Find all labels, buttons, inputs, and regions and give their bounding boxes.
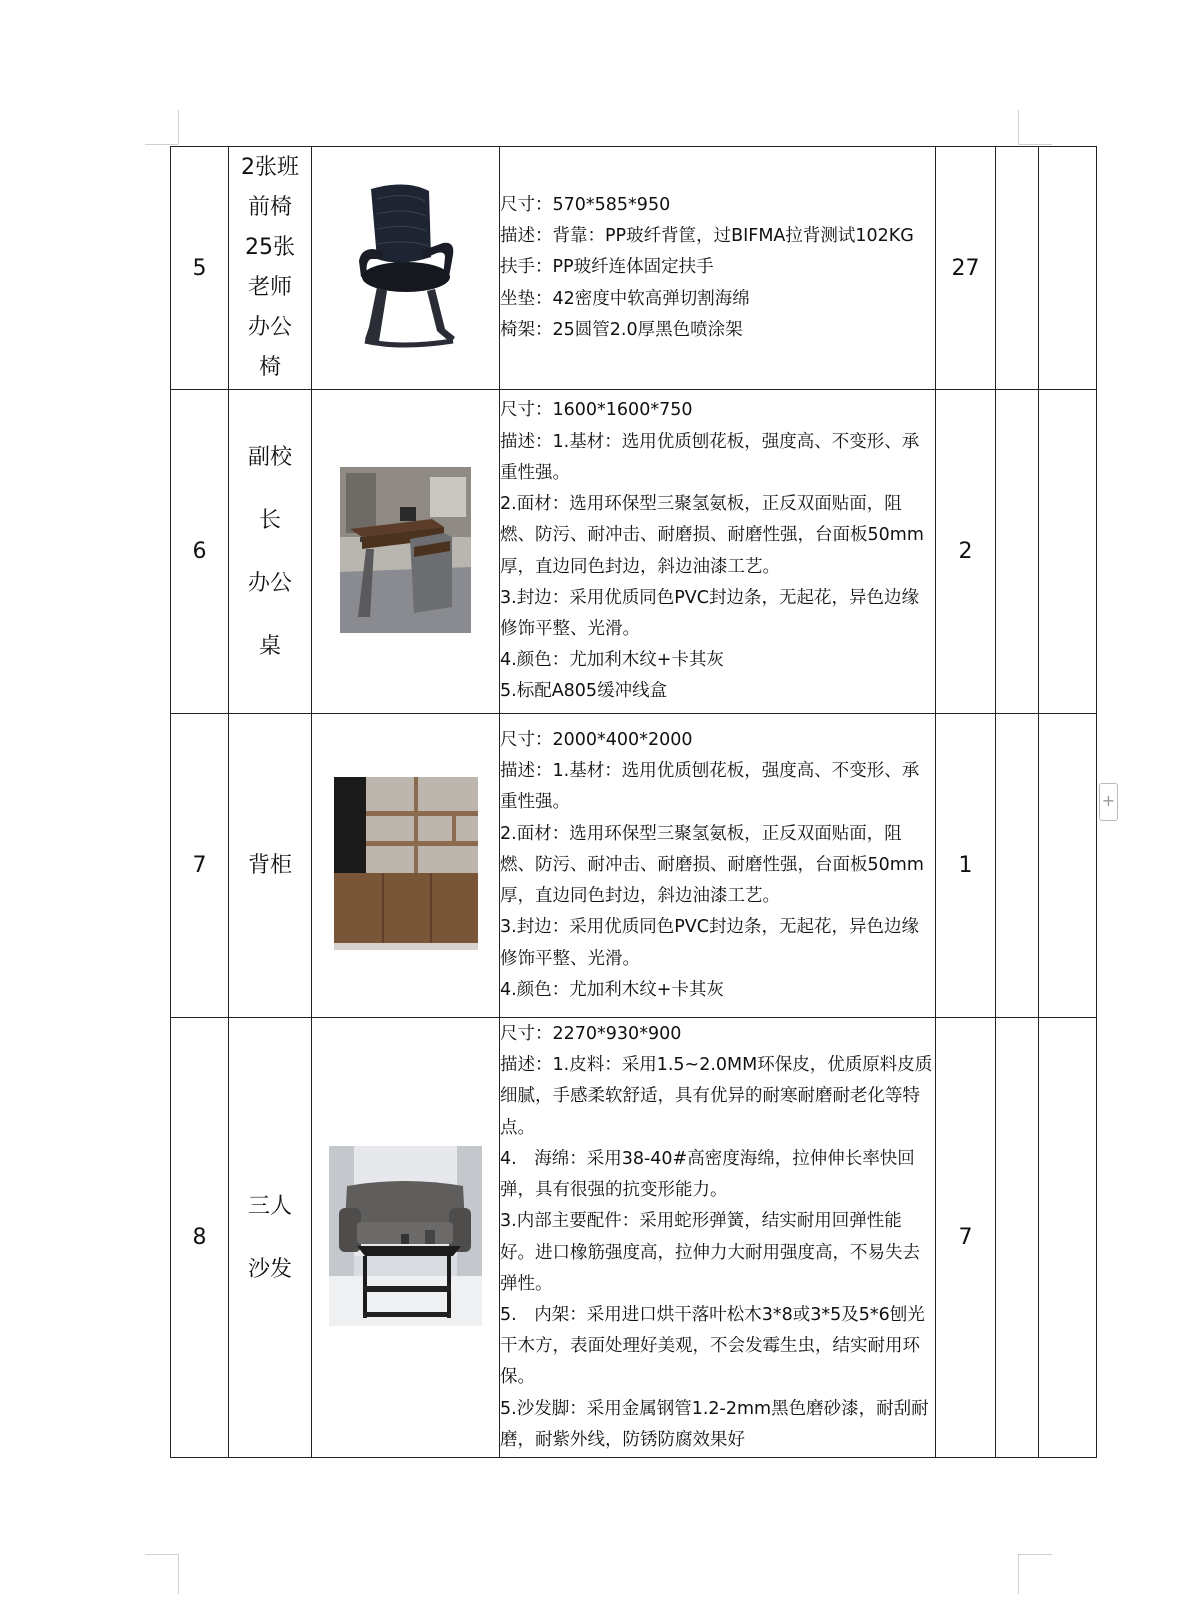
item-name-line: 椅	[258, 355, 281, 380]
item-description	[500, 1018, 936, 1458]
item-image-cell	[312, 390, 500, 714]
desc-line: 椅架：25圆管2.0厚黑色喷涂架	[500, 319, 743, 340]
mesh-chair-image	[351, 179, 461, 354]
crop-mark	[178, 1554, 179, 1594]
desc-line: 5.沙发脚：采用金属钢管1.2-2mm黑色磨砂漆，耐刮耐磨，耐紫外线，防锈防腐效果好	[500, 1398, 929, 1450]
item-name	[229, 147, 312, 390]
desc-line: 尺寸：2000*400*2000	[500, 730, 693, 751]
item-name-line: 背柜	[247, 852, 292, 878]
desc-line: 坐垫：42密度中软高弹切割海绵	[500, 288, 750, 309]
table-row	[171, 1018, 1097, 1458]
crop-mark	[1018, 144, 1052, 145]
desc-line: 2.面材：选用环保型三聚氢氨板，正反双面贴面，阻燃、防污、耐冲击、耐磨损、耐磨性强，台面板50mm厚，直边同色封边，斜边油漆工艺。	[500, 823, 924, 907]
crop-mark	[1018, 1554, 1052, 1555]
desc-line: 描述：背靠：PP玻纤背筐，过BIFMA拉背测试102KG	[500, 226, 914, 247]
back-cabinet-image	[334, 777, 478, 950]
product-spec-table	[170, 146, 1097, 1458]
crop-mark	[178, 110, 179, 144]
item-description	[500, 390, 936, 714]
desc-line: 3.封边：采用优质同色PVC封边条，无起花，异色边缘修饰平整、光滑。	[500, 587, 919, 639]
desc-line: 扶手：PP玻纤连体固定扶手	[500, 257, 714, 278]
desc-line: 3.封边：采用优质同色PVC封边条，无起花，异色边缘修饰平整、光滑。	[500, 917, 919, 969]
item-name-line: 老师	[247, 275, 292, 300]
desc-line: 5. 内架：采用进口烘干落叶松木3*8或3*5及5*6刨光干木方，表面处理好美观，不会发霉生虫，结实耐用环保。	[500, 1304, 925, 1388]
item-name-line: 2张班	[241, 155, 299, 180]
item-description	[500, 147, 936, 390]
desc-line: 尺寸：2270*930*900	[500, 1024, 682, 1045]
item-name-line: 桌	[258, 633, 281, 659]
office-desk-image	[340, 467, 471, 633]
crop-mark	[1018, 1554, 1019, 1594]
item-description	[500, 714, 936, 1018]
desc-line: 4.颜色：尤加利木纹+卡其灰	[500, 650, 724, 671]
row-index: 5	[171, 147, 229, 390]
three-seat-sofa-image	[329, 1146, 482, 1326]
row-index: 7	[171, 714, 229, 1018]
item-image-cell	[312, 714, 500, 1018]
empty-cell	[996, 390, 1039, 714]
desc-line: 尺寸：570*585*950	[500, 194, 671, 215]
empty-cell	[1039, 390, 1097, 714]
desc-line: 描述：1.基材：选用优质刨花板，强度高、不变形、承重性强。	[500, 431, 920, 483]
item-name-line: 前椅	[247, 195, 292, 220]
item-name	[229, 1018, 312, 1458]
item-name-line: 三人	[247, 1193, 292, 1219]
item-name-line: 副校	[247, 444, 292, 470]
crop-mark	[145, 144, 178, 145]
empty-cell	[1039, 714, 1097, 1018]
item-quantity: 1	[936, 714, 996, 1018]
empty-cell	[996, 714, 1039, 1018]
empty-cell	[1039, 147, 1097, 390]
item-quantity: 2	[936, 390, 996, 714]
table-row	[171, 390, 1097, 714]
crop-mark	[1018, 110, 1019, 144]
item-quantity: 27	[936, 147, 996, 390]
item-name-line: 长	[258, 507, 281, 533]
desc-line: 3.内部主要配件：采用蛇形弹簧，结实耐用回弹性能好。进口橡筋强度高，拉伸力大耐用强度高，不易失去弹性。	[500, 1211, 920, 1294]
item-image-cell	[312, 147, 500, 390]
row-index: 8	[171, 1018, 229, 1458]
item-name	[229, 714, 312, 1018]
desc-line: 描述：1.皮料：采用1.5~2.0MM环保皮，优质原料皮质细腻，手感柔软舒适，具有优异的耐寒耐磨耐老化等特点。	[500, 1055, 933, 1138]
item-name-line: 办公	[247, 315, 292, 340]
table-row	[171, 147, 1097, 390]
desc-line: 尺寸：1600*1600*750	[500, 400, 693, 421]
table-row	[171, 714, 1097, 1018]
item-name-line: 办公	[247, 570, 292, 596]
desc-line: 2.面材：选用环保型三聚氢氨板，正反双面贴面，阻燃、防污、耐冲击、耐磨损、耐磨性强，台面板50mm厚，直边同色封边，斜边油漆工艺。	[500, 494, 924, 577]
plus-icon[interactable]: +	[1099, 783, 1118, 821]
row-index: 6	[171, 390, 229, 714]
desc-line: 4.颜色：尤加利木纹+卡其灰	[500, 979, 724, 1000]
item-image-cell	[312, 1018, 500, 1458]
desc-line: 5.标配A805缓冲线盒	[500, 681, 668, 702]
crop-mark	[145, 1554, 178, 1555]
item-name-line: 25张	[245, 235, 295, 260]
item-name-line: 沙发	[247, 1256, 292, 1282]
empty-cell	[1039, 1018, 1097, 1458]
empty-cell	[996, 147, 1039, 390]
item-name	[229, 390, 312, 714]
item-quantity: 7	[936, 1018, 996, 1458]
desc-line: 4. 海绵：采用38-40#高密度海绵，拉伸伸长率快回弹，具有很强的抗变形能力。	[500, 1148, 915, 1201]
desc-line: 描述：1.基材：选用优质刨花板，强度高、不变形、承重性强。	[500, 761, 920, 813]
empty-cell	[996, 1018, 1039, 1458]
